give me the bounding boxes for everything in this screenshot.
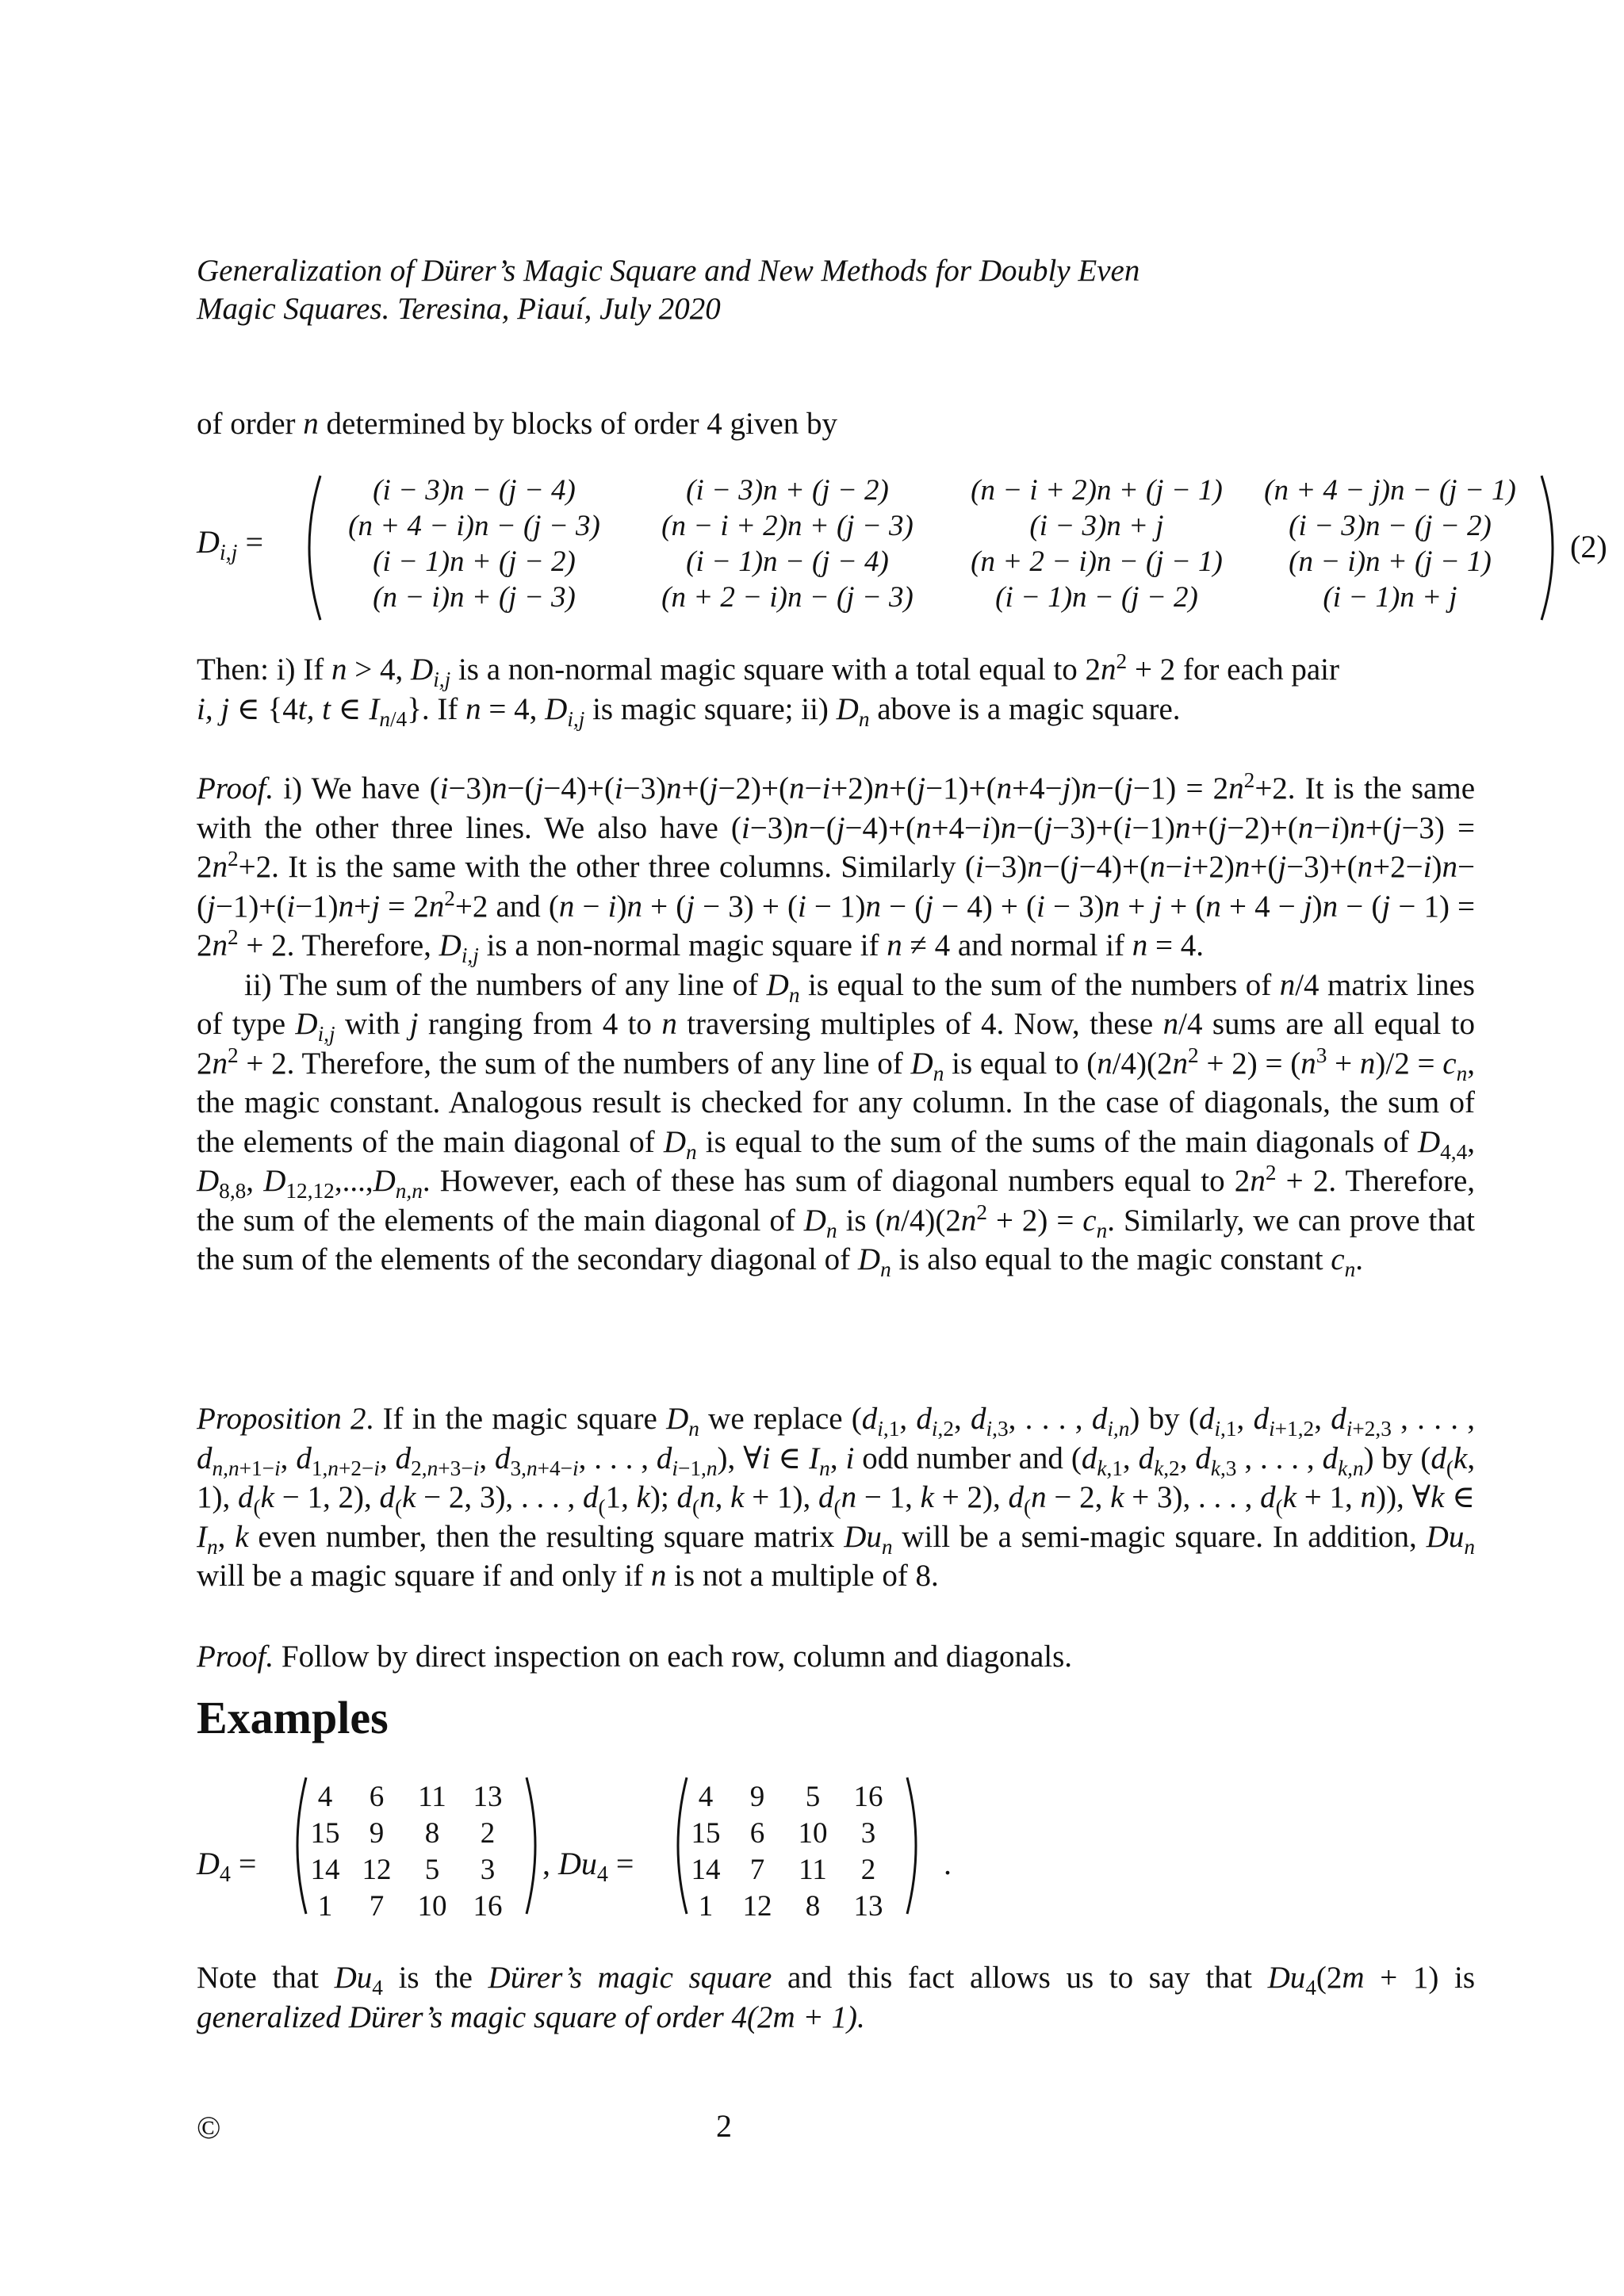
equation-2-cell: (n + 2 − i)n − (j − 1) <box>971 545 1223 578</box>
d4-cell: 6 <box>369 1780 385 1813</box>
du4-cell: 4 <box>698 1780 714 1813</box>
du4-cell: 16 <box>853 1780 883 1813</box>
du4-cell: 2 <box>860 1853 876 1886</box>
equation-2-row <box>316 580 1529 615</box>
theorem-statement: Then: i) If n > 4, $D_{i,j}$ is a non-normal magic square with a total equal to $2n^2 + 2$ for each pair i, j ∈ {4t, t ∈ $I_{n/4}$}. If n = 4, $D_{i,j}$ is magic square; ii) $D_n$ above is a magic square. <box>197 649 1339 731</box>
equation-2-cell: (n + 4 − i)n − (j − 3) <box>348 510 600 542</box>
d4-cell: 7 <box>369 1889 385 1923</box>
du4-row <box>682 1815 896 1851</box>
du4-cell: 7 <box>749 1853 765 1886</box>
equation-2-matrix <box>316 473 1529 615</box>
note: Note that $Du_4$ is the Dürer’s magic square and this fact allows us to say that $Du_4(2m + 1)$ is generalized Dürer’s magic square of order 4(2m + 1). <box>197 1961 1475 2034</box>
d4-cell: 4 <box>317 1780 333 1813</box>
examples-heading: Examples <box>197 1692 389 1743</box>
d4-label: $D_4$ = <box>197 1846 257 1887</box>
d4-cell: 11 <box>418 1780 446 1813</box>
equation-2-cell: (n + 2 − i)n − (j − 3) <box>661 581 914 614</box>
du4-cell: 8 <box>805 1889 821 1923</box>
d4-cell: 2 <box>480 1816 496 1850</box>
du4-cell: 5 <box>805 1780 821 1813</box>
d4-cell: 10 <box>417 1889 447 1923</box>
d4-matrix <box>301 1778 515 1924</box>
du4-cell: 1 <box>698 1889 714 1923</box>
d4-cell: 14 <box>310 1853 340 1886</box>
page-number: 2 <box>716 2108 732 2144</box>
d4-row <box>301 1815 515 1851</box>
proposition-2: Proposition 2. If in the magic square $D_n$ we replace ($d_{i,1}$, $d_{i,2}$, $d_{i,3}$, . . . , $d_{i,n}$) by ($d_{i,1}$, $d_{i+1,2}$, $d_{i+2,3}$ , . . . , $d_{n,n+1-i}$, $d_{1,n+2-i}$, $d_{2,n+3-i}$, $d_{3,n+4-i}$, . . . , $d_{i-1,n}$), ∀i ∈ $I_n$, i odd number and ($d_{k,1}$, $d_{k,2}$, $d_{k,3}$ , . . . , $d_{k,n}$) by ($d_(k$, 1), $d_(k - 1$, 2), $d_(k - 2$, 3), . . . , $d_(1$, k); $d_(n$, k + 1), $d_(n - 1$, k + 2), $d_(n - 2$, k + 3), . . . , $d_(k + 1$, n)), ∀k ∈ $I_n$, k even number, then the resulting square matrix $Du_n$ will be a semi-magic square. In addition, $Du_n$ will be a magic square if and only if n is not a multiple of 8. <box>197 1402 1476 1593</box>
running-head-line2: Magic Squares. Teresina, Piauí, July 2020 <box>197 292 721 326</box>
equation-2-cell: (n + 4 − j)n − (j − 1) <box>1264 474 1516 507</box>
equation-2-cell: (i − 1)n − (j − 4) <box>686 545 889 578</box>
d4-cell: 12 <box>362 1853 392 1886</box>
d4-cell: 5 <box>424 1853 440 1886</box>
d4-row <box>301 1778 515 1815</box>
du4-cell: 10 <box>798 1816 828 1850</box>
d4-table <box>301 1778 515 1924</box>
proof-1: Proof. i) We have $(i-3)n-(j-4)+(i-3)n+(j-2)+(n-i+2)n+(j-1)+(n+4-j)n-(j-1) = 2n^2+2$. It is the same with the other three lines. We also have $(i-3)n-(j-4)+(n+4-i)n-(j-3)+(i-1)n+(j-2)+(n-i)n+(j-3) = 2n^2+2$. It is the same with the other three columns. Similarly $(i-3)n-(j-4)+(n-i+2)n+(j-3)+(n+2-i)n-(j-1)+(i-1)n+j = 2n^2+2$ and $(n - i)n + (j - 3) + (i - 1)n - (j - 4) + (i - 3)n + j + (n + 4 - j)n - (j - 1) = 2n^2 + 2$. Therefore, $D_{i,j}$ is a non-normal magic square if n ≠ 4 and normal if n = 4. ii) The sum of the numbers of any line of $D_n$ is equal to the sum of the numbers of n/4 matrix lines of type $D_{i,j}$ with j ranging from 4 to n traversing multiples of 4. Now, these n/4 sums are all equal to $2n^2 + 2$. Therefore, the sum of the numbers of any line of $D_n$ is equal to $(n/4)(2n^2 + 2) = (n^3 + n)/2 = c_n$, the magic constant. Analogous result is checked for any column. In the case of diagonals, the sum of the elements of the main diagonal of $D_n$ is equal to the sum of the sums of the main diagonals of $D_{4,4}$, $D_{8,8}$, $D_{12,12},...,D_{n,n}$. However, each of these has sum of diagonal numbers equal to $2n^2 + 2$. Therefore, the sum of the elements of the main diagonal of $D_n$ is $(n/4)(2n^2 + 2) = c_n$. Similarly, we can prove that the sum of the elements of the secondary diagonal of $D_n$ is also equal to the magic constant $c_n$. <box>197 768 1476 1281</box>
d4-cell: 9 <box>369 1816 385 1850</box>
equation-2-cell: (i − 1)n − (j − 2) <box>995 581 1198 614</box>
equation-2-cell: (n − i + 2)n + (j − 3) <box>661 510 914 542</box>
du4-label: , $Du_4$ = <box>542 1846 634 1887</box>
d4-cell: 16 <box>473 1889 503 1923</box>
d4-cell: 13 <box>473 1780 503 1813</box>
equation-2-cell: (i − 1)n + j <box>1323 581 1457 614</box>
du4-matrix <box>682 1778 896 1924</box>
du4-cell: 13 <box>853 1889 883 1923</box>
du4-row <box>682 1778 896 1815</box>
equation-2-row <box>316 508 1529 544</box>
running-head <box>197 252 1402 328</box>
du4-cell: 9 <box>749 1780 765 1813</box>
du4-row <box>682 1851 896 1888</box>
d4-cell: 8 <box>424 1816 440 1850</box>
d4-row <box>301 1851 515 1888</box>
d4-cell: 1 <box>317 1889 333 1923</box>
d4-cell: 3 <box>480 1853 496 1886</box>
intro-text: of order n determined by blocks of order 4 given by <box>197 407 837 441</box>
equation-2-cell: (n − i)n + (j − 3) <box>373 581 576 614</box>
equation-2-table <box>316 473 1529 615</box>
equation-2-cell: (i − 3)n + j <box>1029 510 1164 542</box>
du4-row <box>682 1888 896 1924</box>
equation-2-row <box>316 473 1529 508</box>
du4-cell: 14 <box>691 1853 721 1886</box>
equation-2-lhs: $D_{i,j}$ = <box>197 524 264 565</box>
du4-cell: 12 <box>742 1889 772 1923</box>
du4-cell: 6 <box>749 1816 765 1850</box>
du4-right-paren <box>904 1774 928 1917</box>
du4-cell: 3 <box>860 1816 876 1850</box>
equation-2-cell: (i − 3)n − (j − 4) <box>373 474 576 507</box>
equation-2-label: (2) <box>1570 529 1607 564</box>
running-head-line1: Generalization of Dürer’s Magic Square and New Methods for Doubly Even <box>197 254 1140 288</box>
du4-table <box>682 1778 896 1924</box>
footer-copyright: © <box>197 2110 221 2145</box>
d4-cell: 15 <box>310 1816 340 1850</box>
equation-2-cell: (i − 1)n + (j − 2) <box>373 545 576 578</box>
right-paren <box>1537 473 1568 623</box>
proof-2: Proof. Follow by direct inspection on each row, column and diagonals. <box>197 1640 1073 1674</box>
du4-cell: 15 <box>691 1816 721 1850</box>
equation-2-cell: (i − 3)n − (j − 2) <box>1289 510 1492 542</box>
equation-2-cell: (n − i)n + (j − 1) <box>1289 545 1492 578</box>
d4-row <box>301 1888 515 1924</box>
equation-2-row <box>316 544 1529 580</box>
du4-cell: 11 <box>799 1853 827 1886</box>
equation-2-cell: (n − i + 2)n + (j − 1) <box>971 474 1223 507</box>
examples-end: . <box>944 1846 952 1881</box>
equation-2-cell: (i − 3)n + (j − 2) <box>686 474 889 507</box>
